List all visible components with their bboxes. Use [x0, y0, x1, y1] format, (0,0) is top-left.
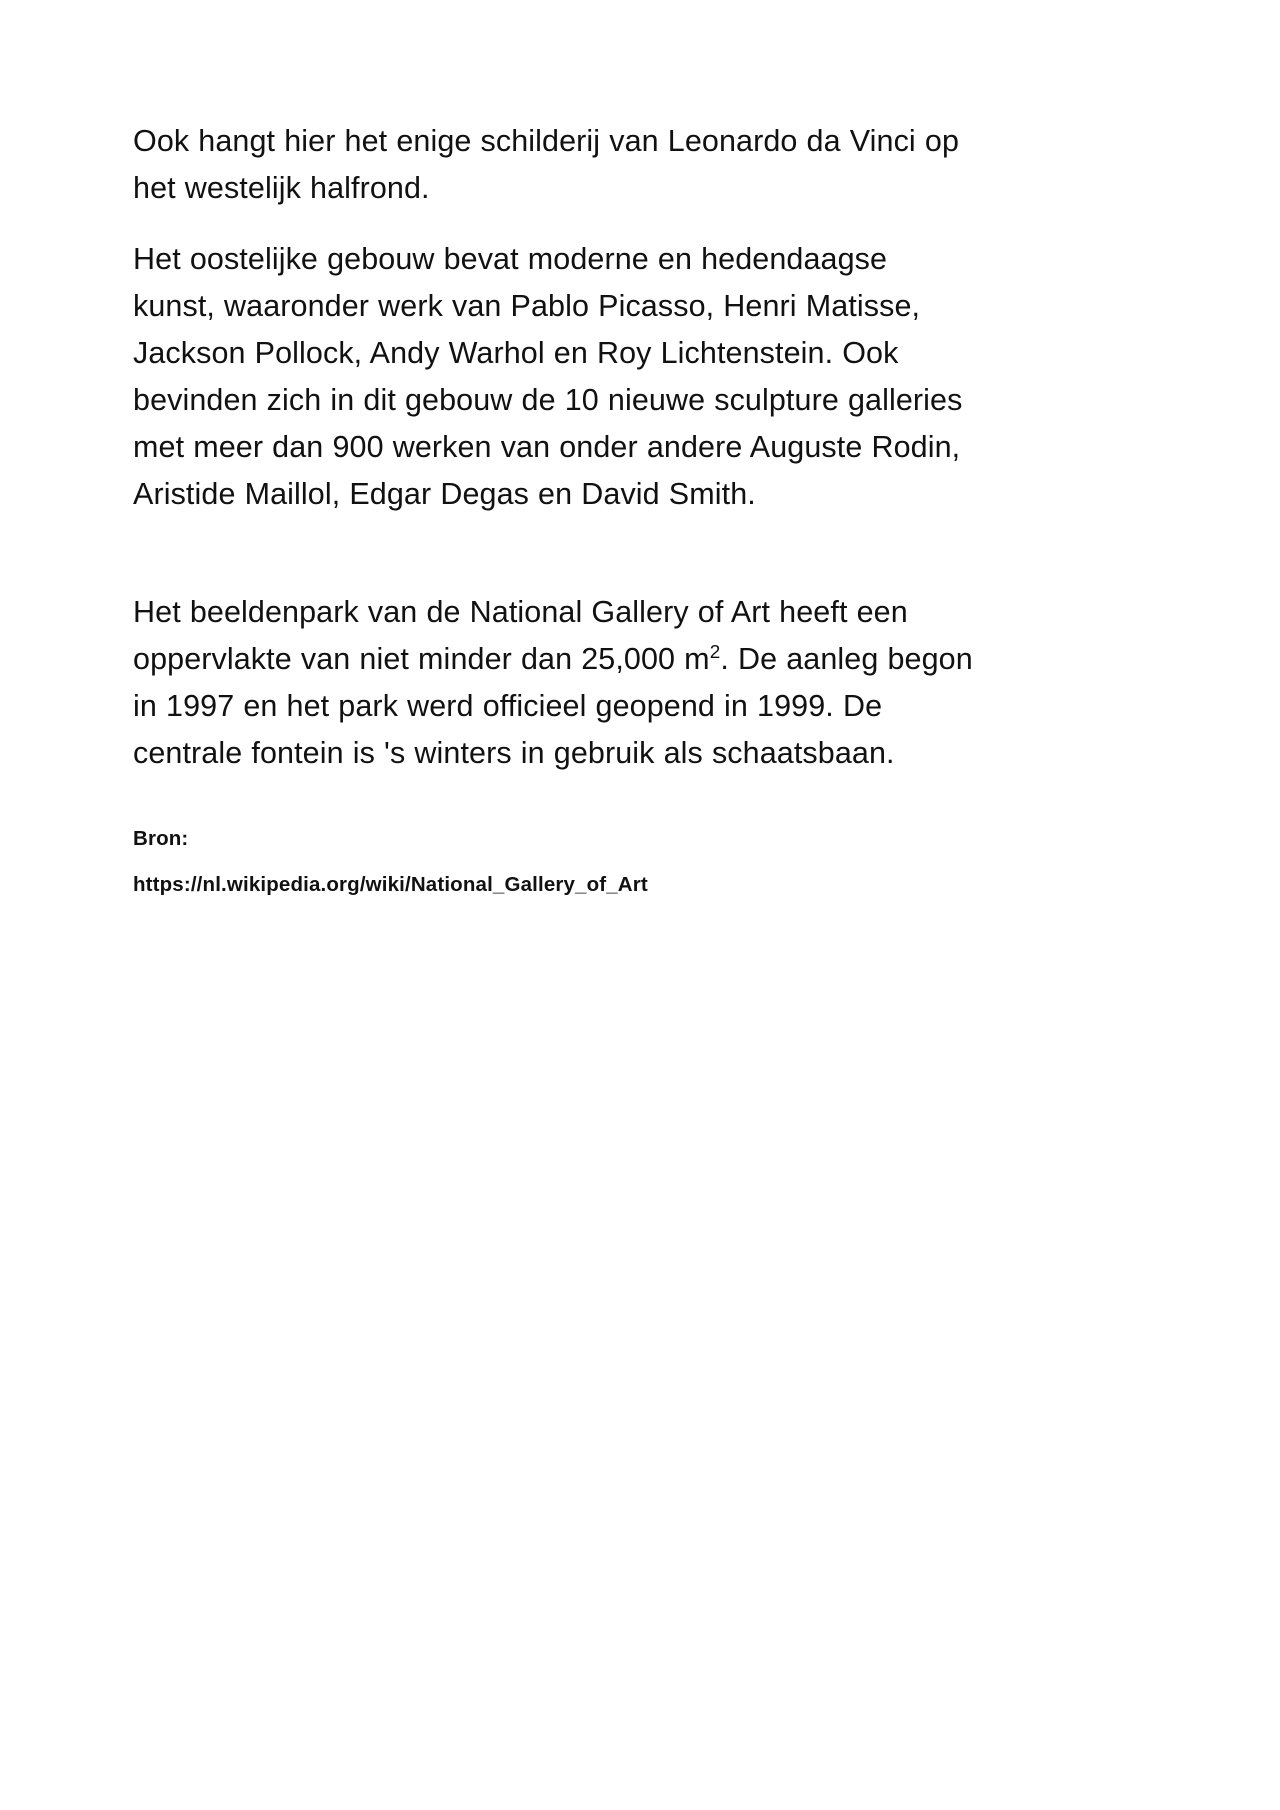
- sculpture-garden-text-after-superscript: . De aanleg begon in 1997 en het park werd officieel geopend in 1999. De centrale fontein is 's winters in gebruik als schaatsbaan.: [133, 642, 973, 770]
- paragraph-spacer: [133, 542, 978, 589]
- square-meters-superscript: 2: [709, 641, 721, 663]
- paragraph-sculpture-garden: [133, 589, 978, 777]
- paragraph-leonardo: Ook hangt hier het enige schilderij van Leonardo da Vinci op het westelijk halfrond.: [133, 124, 960, 205]
- sculpture-garden-text-before-superscript: Het beeldenpark van de National Gallery of Art heeft een oppervlakte van niet minder dan 25,000 m: [133, 595, 908, 676]
- source-url[interactable]: https://nl.wikipedia.org/wiki/National_Gallery_of_Art: [133, 873, 648, 896]
- paragraph-east-building: Het oostelijke gebouw bevat moderne en hedendaagse kunst, waaronder werk van Pablo Picasso, Henri Matisse, Jackson Pollock, Andy Warhol en Roy Lichtenstein. Ook bevinden zich in dit gebouw de 10 nieuwe sculpture galleries met meer dan 900 werken van onder andere Auguste Rodin, Aristide Maillol, Edgar Degas en David Smith.: [133, 242, 963, 511]
- document-content: [133, 118, 978, 900]
- source-label: Bron:: [133, 827, 189, 850]
- source-spacer: [133, 777, 978, 824]
- source-block: [133, 824, 978, 900]
